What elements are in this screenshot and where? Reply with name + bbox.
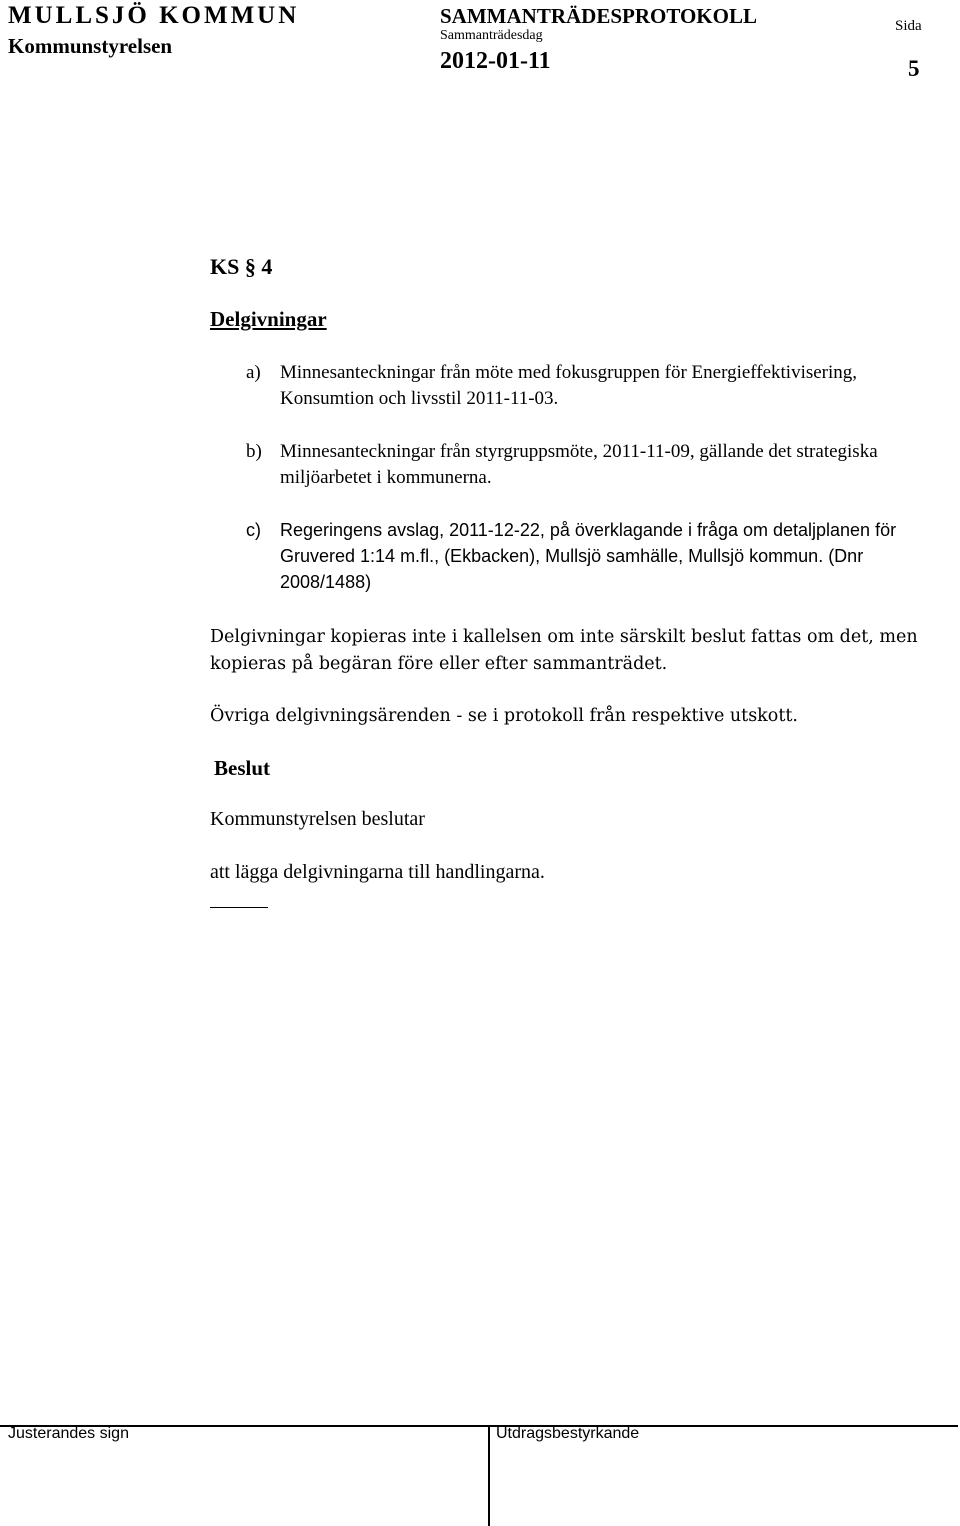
meeting-date-label: Sammanträdesdag bbox=[440, 28, 543, 43]
list-item-text: Minnesanteckningar från möte med fokusgruppen för Energieffektivisering, Konsumtion och livsstil 2011-11-03. bbox=[280, 362, 858, 409]
meeting-date: 2012-01-11 bbox=[440, 48, 551, 74]
decision-text: att lägga delgivningarna till handlingarna. bbox=[210, 861, 545, 883]
signature-field-label: Justerandes sign bbox=[8, 1425, 129, 1442]
committee-name: Kommunstyrelsen bbox=[8, 34, 173, 58]
list-item-label: c) bbox=[246, 520, 261, 540]
decision-heading: Beslut bbox=[214, 756, 271, 780]
section-id: KS § 4 bbox=[210, 254, 273, 279]
document-type: SAMMANTRÄDESPROTOKOLL bbox=[440, 4, 757, 28]
section-heading: Delgivningar bbox=[210, 307, 327, 331]
list-item bbox=[246, 439, 926, 491]
list-item-text: Minnesanteckningar från styrgruppsmöte, 2011-11-09, gällande det strategiska miljöarbetet i kommunerna. bbox=[280, 441, 878, 488]
certification-field-label: Utdragsbestyrkande bbox=[496, 1425, 640, 1442]
list-item-text: Regeringens avslag, 2011-12-22, på överklagande i fråga om detaljplanen för Gruvered 1:14 m.fl., (Ekbacken), Mullsjö samhälle, Mullsjö kommun. (Dnr 2008/1488) bbox=[280, 520, 897, 592]
footer-divider bbox=[488, 1425, 490, 1526]
info-paragraph: Delgivningar kopieras inte i kallelsen om inte särskilt beslut fattas om det, men kopieras på begäran före eller efter sammanträdet. bbox=[210, 627, 918, 674]
footer-rule bbox=[0, 1425, 958, 1427]
list-item-label: a) bbox=[246, 362, 261, 383]
page-number: 5 bbox=[908, 56, 920, 81]
decision-intro: Kommunstyrelsen beslutar bbox=[210, 808, 425, 830]
list-item-label: b) bbox=[246, 441, 262, 462]
list-item bbox=[246, 517, 926, 595]
list-item bbox=[246, 360, 926, 412]
section-end-rule bbox=[210, 907, 268, 908]
page-label: Sida bbox=[895, 18, 922, 34]
organization-name: MULLSJÖ KOMMUN bbox=[8, 2, 300, 29]
info-paragraph-secondary: Övriga delgivningsärenden - se i protokoll från respektive utskott. bbox=[210, 706, 798, 726]
